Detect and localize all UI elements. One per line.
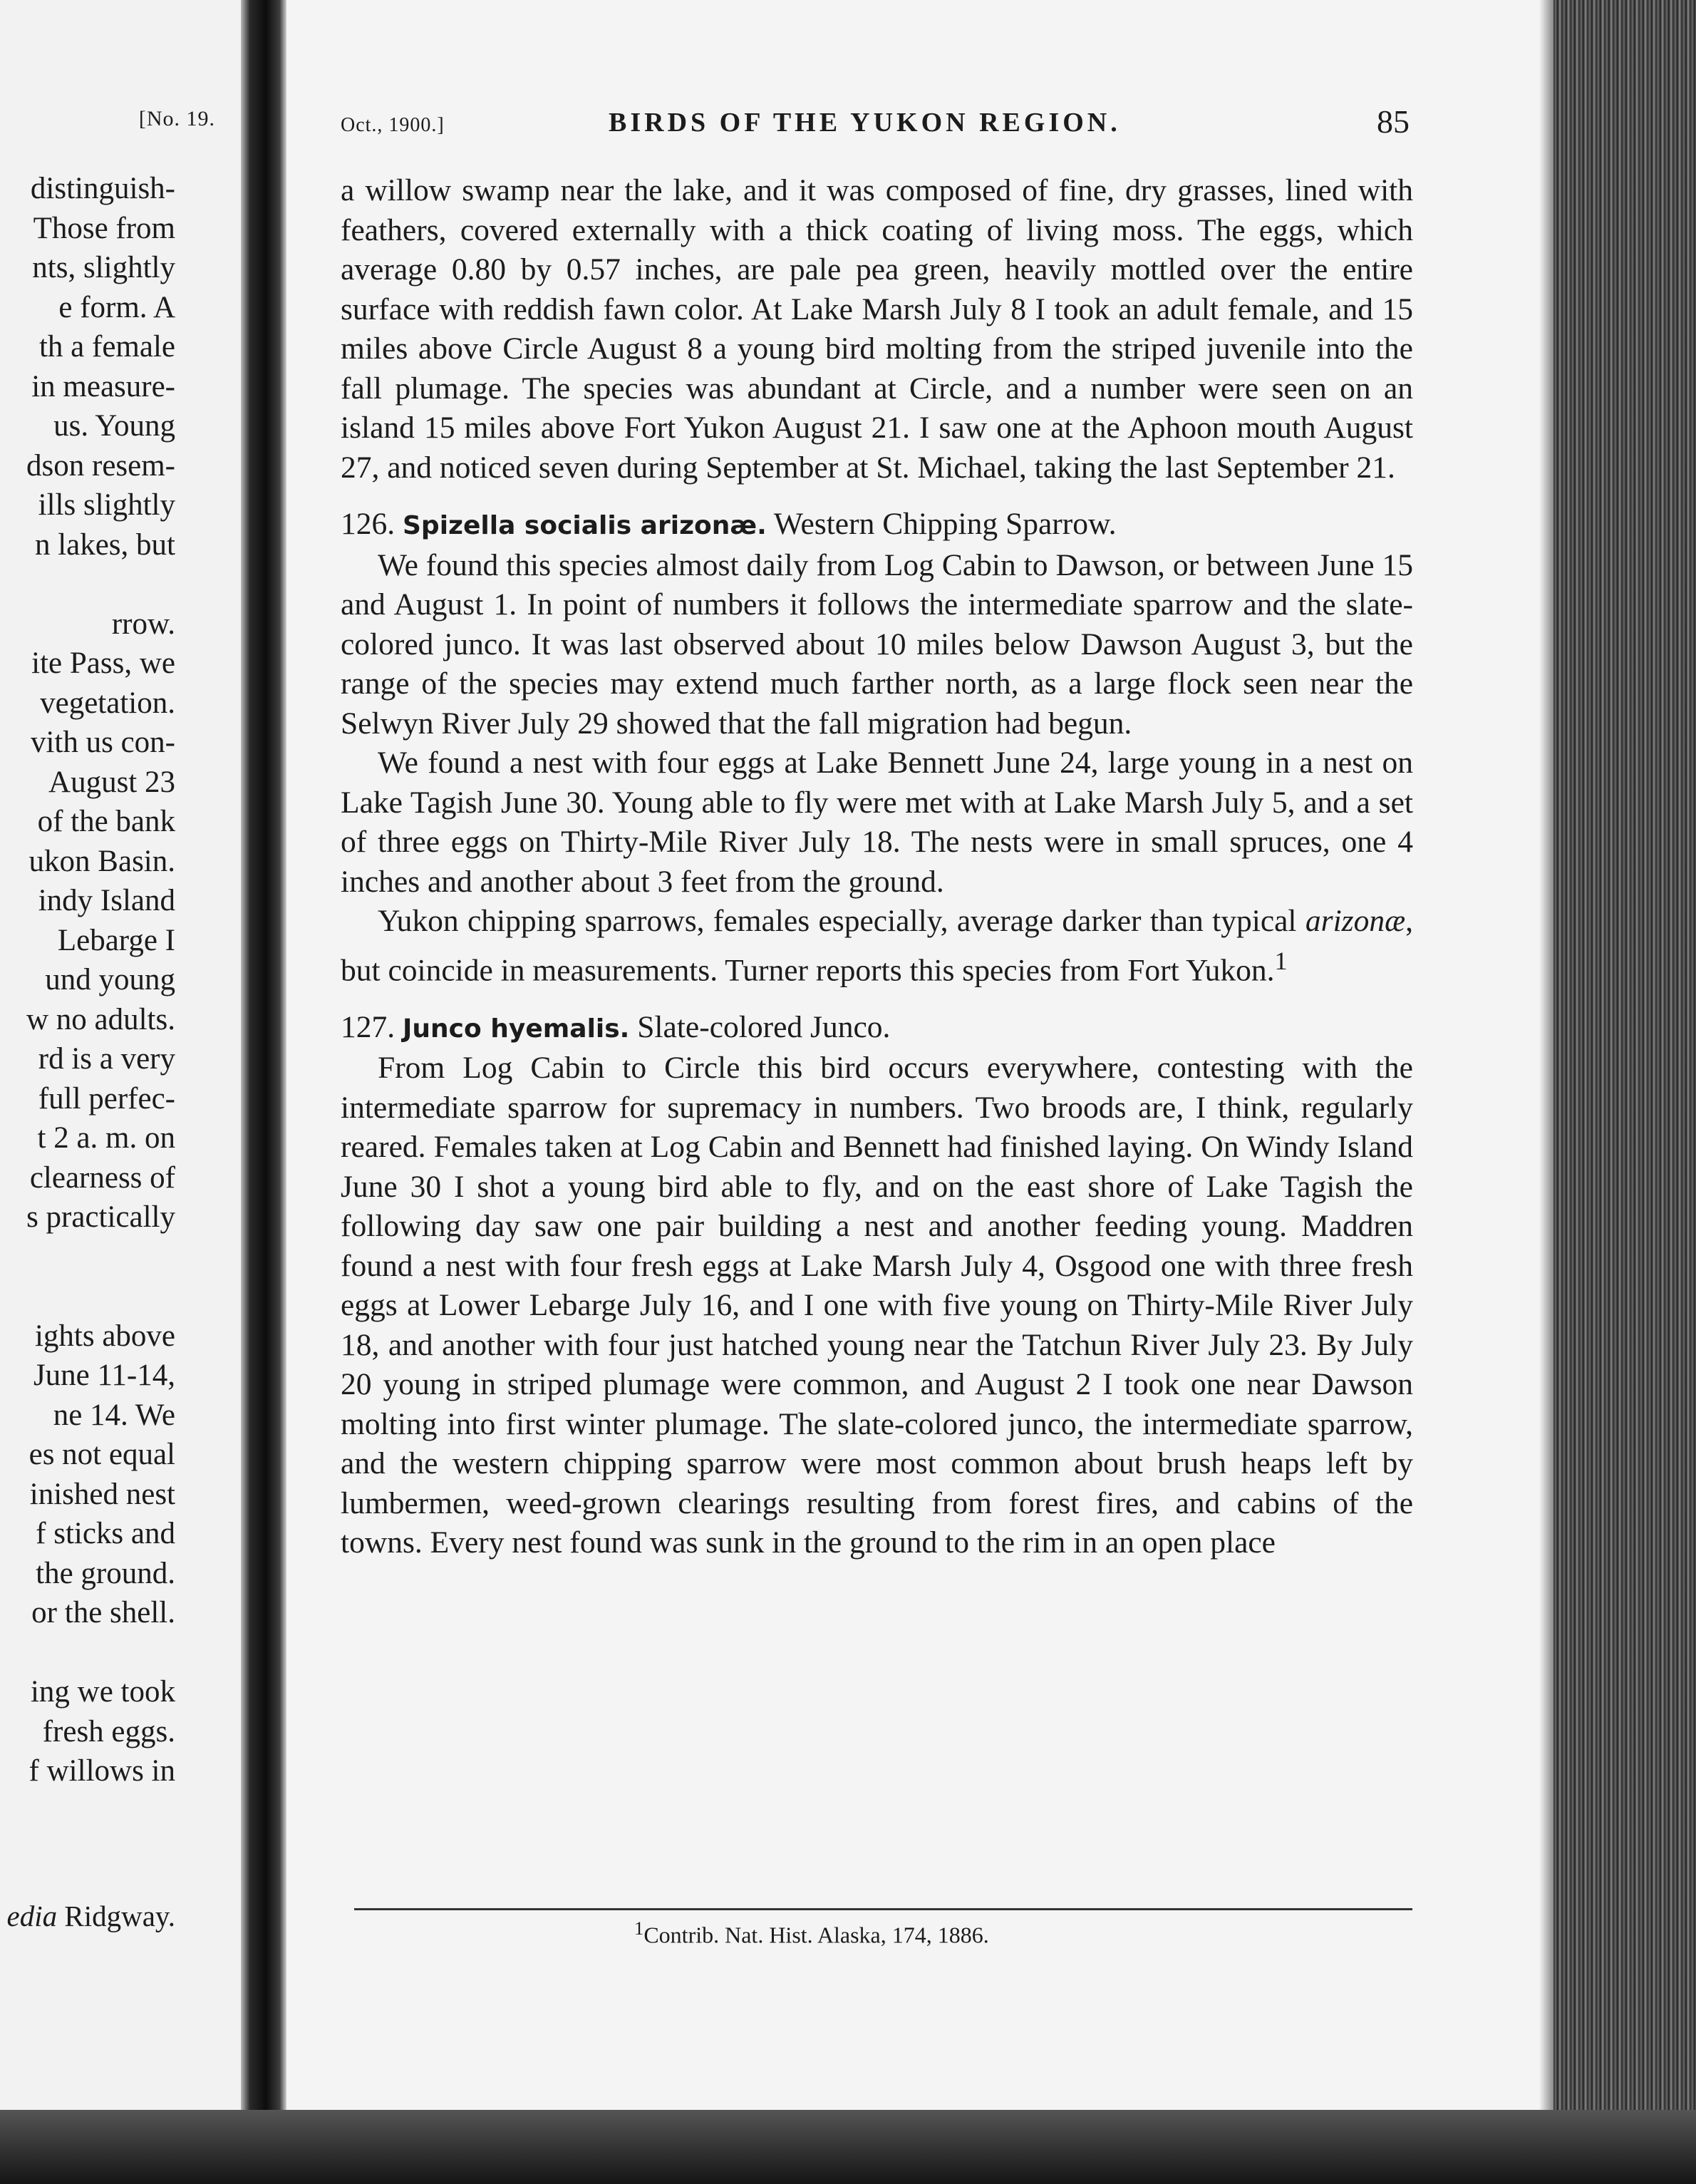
left-page-line: fresh eggs. — [42, 1714, 175, 1748]
species-scientific-name: Junco hyemalis. — [403, 1014, 630, 1044]
left-page-line: e form. A — [58, 290, 175, 324]
left-page-line: vith us con- — [30, 726, 175, 759]
left-page-line — [0, 1277, 175, 1317]
paragraph-text: Yukon chipping sparrows, females especially, average darker than typical — [378, 904, 1305, 938]
left-page-line: June 11-14, — [33, 1359, 175, 1392]
left-page-line: w no adults. — [26, 1002, 175, 1036]
header-date: Oct., 1900.] — [341, 114, 445, 136]
left-page-line: August 23 — [48, 765, 175, 799]
paragraph: From Log Cabin to Circle this bird occurs everywhere, contesting with the intermediate sparrow for supremacy in numbers. Two broods are, I think, regularly reared. Females taken at Log Cabin and Bennett had finished laying. On Windy Island June 30 I shot a young bird able to fly, and on the east shore of Lake Tagish the following day saw one pair building a nest and another feeding young. Maddren found a nest with four fresh eggs at Lake Marsh July 4, Osgood one with three fresh eggs at Lower Lebarge July 16, and I one with five young on Thirty-Mile River July 18, and another with four just hatched young near the Tatchun River July 23. By July 20 young in striped plumage were common, and August 2 I took one near Dawson molting into first winter plumage. The slate-colored junco, the intermediate sparrow, and the western chipping sparrow were most common about brush heaps left by lumbermen, weed-grown clearings resulting from forest fires, and cabins of the towns. Every nest found was sunk in the ground to the rim in an open place — [341, 1051, 1413, 1560]
left-page-line: vegetation. — [40, 686, 175, 720]
left-page-line: in measure- — [31, 369, 175, 403]
left-page-line — [0, 565, 175, 604]
left-page-line: und young — [45, 963, 175, 996]
footnote-text: Contrib. Nat. Hist. Alaska, 174, 1886. — [643, 1922, 989, 1948]
left-page-line: clearness of — [29, 1160, 175, 1195]
running-header — [341, 105, 1410, 143]
left-page-line: ing we took — [30, 1675, 175, 1709]
left-page-line: dson resem- — [26, 448, 175, 483]
header-title: BIRDS OF THE YUKON REGION. — [609, 108, 1121, 138]
left-page-fragment — [0, 0, 244, 2110]
footnote-ref: 1 — [1274, 946, 1288, 975]
footnote — [634, 1917, 989, 1949]
left-page-line: ukon Basin. — [29, 844, 175, 878]
left-page-line: nts, slightly — [32, 251, 175, 284]
species-heading-127 — [341, 1008, 1413, 1049]
species-common-name: Slate-colored Junco. — [637, 1009, 891, 1044]
page-number: 85 — [1377, 103, 1410, 140]
species-scientific-name: Spizella socialis arizonæ. — [403, 511, 767, 540]
footnote-marker: 1 — [634, 1917, 644, 1939]
left-page-line: ills slightly — [38, 488, 175, 522]
paragraph-continued: a willow swamp near the lake, and it was composed of fine, dry grasses, lined with feathers, covered externally with a thick coating of living moss. The eggs, which average 0.80 by 0.57 inches, are pale pea green, heavily mottled over the entire surface with reddish fawn color. At Lake Marsh July 8 I took an adult female, and 15 miles above Circle August 8 a young bird molting from the striped juvenile into the fall plumage. The species was abundant at Circle, and a number were seen on an island 15 miles above Fort Yukon August 21. I saw one at the Aphoon mouth August 27, and noticed seven during September at St. Michael, taking the last September 21. — [341, 173, 1413, 485]
species-heading-126 — [341, 505, 1413, 546]
species-number: 126. — [341, 507, 395, 541]
main-page — [286, 0, 1553, 2124]
left-page-line — [0, 1237, 175, 1277]
left-page-line: or the shell. — [31, 1596, 175, 1629]
left-page-line: rrow. — [111, 607, 175, 641]
left-page-lines — [0, 169, 175, 1791]
paragraph — [341, 902, 1413, 991]
left-page-line: ite Pass, we — [31, 647, 175, 680]
left-page-line: Those from — [33, 211, 175, 245]
book-page-edges — [1553, 0, 1696, 2184]
paragraph-text: , but coincide in measurements. Turner reports this species from Fort Yukon. — [341, 904, 1413, 987]
left-page-line: ne 14. We — [53, 1398, 175, 1432]
left-page-line: inished nest — [29, 1477, 175, 1511]
left-page-line: distinguish- — [30, 172, 175, 205]
species-number: 127. — [341, 1009, 395, 1044]
left-page-line: the ground. — [36, 1556, 175, 1590]
paragraph: We found a nest with four eggs at Lake Bennett June 24, large young in a nest on Lake Tagish June 30. Young able to fly were met with at Lake Marsh July 5, and a set of three eggs on Thirty-Mile River July 18. The nests were in small spruces, one 4 inches and another about 3 feet from the ground. — [341, 746, 1413, 899]
book-gutter — [241, 0, 286, 2184]
bottom-shadow — [0, 2110, 1696, 2184]
left-page-line: f willows in — [29, 1754, 175, 1788]
left-page-line: full perfec- — [38, 1081, 175, 1116]
left-page-line: f sticks and — [36, 1517, 175, 1550]
left-page-bottom-line — [7, 1899, 175, 1933]
footnote-rule — [354, 1908, 1412, 1910]
left-page-line: th a female — [38, 330, 175, 364]
left-page-line: of the bank — [37, 805, 175, 838]
left-page-line: ights above — [34, 1319, 175, 1353]
left-page-header: [No. 19. — [138, 107, 215, 130]
left-bottom-italic: edia — [6, 1900, 58, 1932]
left-page-line: us. Young — [53, 409, 175, 443]
left-page-line: indy Island — [38, 884, 175, 917]
left-page-line: rd is a very — [38, 1042, 175, 1076]
left-page-line: n lakes, but — [34, 527, 175, 562]
left-page-line: es not equal — [29, 1438, 175, 1471]
italic-term: arizonæ — [1305, 904, 1406, 938]
species-common-name: Western Chipping Sparrow. — [773, 507, 1117, 541]
paragraph: We found this species almost daily from Log Cabin to Dawson, or between June 15 and August 1. In point of numbers it follows the intermediate sparrow and the slate-colored junco. It was last observed about 10 miles below Dawson August 3, but the range of the species may extend much farther north, as a large flock seen near the Selwyn River July 29 showed that the fall migration had begun. — [341, 547, 1413, 741]
left-bottom-text: Ridgway. — [57, 1900, 175, 1932]
left-page-line: s practically — [26, 1200, 175, 1234]
body-text — [341, 171, 1413, 1563]
left-page-line: t 2 a. m. on — [37, 1121, 175, 1155]
left-page-line: Lebarge I — [57, 923, 175, 957]
left-page-line — [0, 1633, 175, 1673]
